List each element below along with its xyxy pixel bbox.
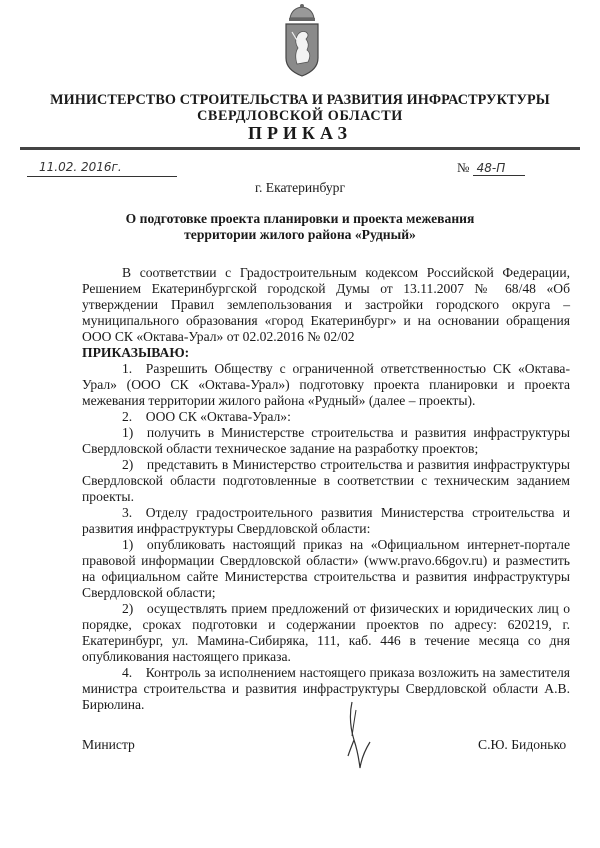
number-label: №: [457, 160, 470, 175]
item-3-1: 1) опубликовать настоящий приказ на «Официальном интернет-портале правовой информации Свердловской области» (www.pravo.66gov.ru) и разместить на официальном сайте Министерства строительства и развития инфраструктуры Свердловской области;: [82, 537, 570, 600]
title-line-2: территории жилого района «Рудный»: [184, 227, 416, 242]
item-4: 4. Контроль за исполнением настоящего приказа возложить на заместителя министра строительства и развития инфраструктуры Свердловской области А.В. Бирюлина.: [82, 665, 570, 712]
ministry-name: МИНИСТЕРСТВО СТРОИТЕЛЬСТВА И РАЗВИТИЯ ИНФРАСТРУКТУРЫ: [50, 92, 550, 108]
header-divider: [20, 147, 580, 150]
document-type: ПРИКАЗ: [247, 123, 353, 143]
order-body: [82, 265, 570, 713]
item-1: 1. Разрешить Обществу с ограниченной ответственностью СК «Октава-Урал» (ООО СК «Октава-Урал») подготовку проекта планировки и проекта межевания территории жилого района «Рудный» (далее – проекты).: [82, 361, 570, 408]
signatory-role: Министр: [82, 737, 135, 752]
coat-of-arms-icon: [280, 2, 324, 80]
number-value: 48-П: [473, 161, 525, 176]
item-3: 3. Отделу градостроительного развития Министерства строительства и развития инфраструктуры Свердловской области:: [82, 505, 570, 536]
item-2: 2. ООО СК «Октава-Урал»:: [122, 409, 291, 424]
region-name: СВЕРДЛОВСКОЙ ОБЛАСТИ: [197, 108, 403, 124]
handwritten-signature-icon: [330, 700, 390, 780]
order-number: [457, 160, 525, 176]
order-date: 11.02. 2016г.: [27, 160, 177, 177]
title-line-1: О подготовке проекта планировки и проекта межевания: [125, 211, 475, 226]
item-2-1: 1) получить в Министерстве строительства и развития инфраструктуры Свердловской области техническое задание на разработку проектов;: [82, 425, 570, 456]
item-3-2: 2) осуществлять прием предложений от физических и юридических лиц о порядке, сроках подготовки и содержании проектов по адресу: 620219, г. Екатеринбург, ул. Мамина-Сибиряка, 111, каб. 446 в течение месяца со дня опубликования настоящего приказа.: [82, 601, 570, 664]
signatory-name: С.Ю. Бидонько: [478, 737, 567, 752]
city: г. Екатеринбург: [254, 180, 346, 195]
preamble: В соответствии с Градостроительным кодексом Российской Федерации, Решением Екатеринбургской городской Думы от 13.11.2007 № 68/48 «Об утверждении Правил землепользования и застройки городского округа – муниципального образования «город Екатеринбург» и на основании обращения ООО СК «Октава-Урал» от 02.02.2016 № 02/02: [82, 265, 570, 344]
order-word: ПРИКАЗЫВАЮ:: [82, 345, 190, 360]
order-title: [0, 211, 600, 243]
item-2-2: 2) представить в Министерство строительства и развития инфраструктуры Свердловской области подготовленные в соответствии с техническим заданием проекты.: [82, 457, 570, 504]
